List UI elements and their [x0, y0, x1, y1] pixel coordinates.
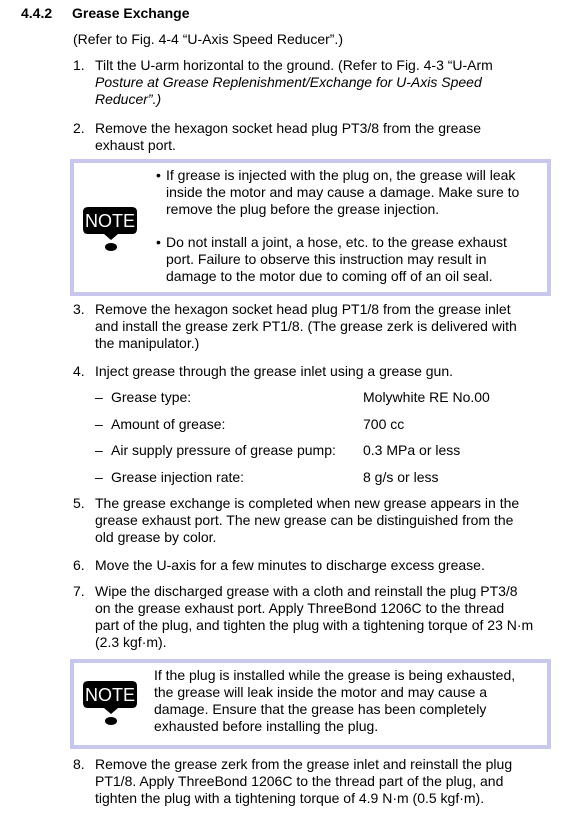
note-icon-label: NOTE [84, 211, 136, 231]
spec-label: Grease type: [111, 389, 192, 405]
spec-value: 8 g/s or less [363, 469, 439, 485]
spec-label: Amount of grease: [111, 416, 226, 432]
spec-row [95, 442, 555, 459]
spec-value: Molywhite RE No.00 [363, 389, 490, 405]
step-line: Wipe the discharged grease with a cloth and reinstall the plug PT3/8 [95, 583, 518, 599]
step-number: 2. [73, 120, 85, 136]
note-line: damage to the motor due to coming off of an oil seal. [166, 268, 493, 284]
note-icon-label: NOTE [84, 685, 136, 705]
dash: – [95, 469, 103, 485]
step-text [95, 301, 558, 352]
section-number: 4.4.2 [21, 5, 53, 21]
dash: – [95, 442, 103, 458]
spec-value: 0.3 MPa or less [363, 442, 461, 458]
step-line: Posture at Grease Replenishment/Exchange for U-Axis Speed [95, 74, 482, 90]
note-line: exhausted before installing the plug. [154, 718, 379, 734]
note-line: damage. Ensure that the grease has been completely [154, 701, 487, 717]
step-line: PT1/8. Apply ThreeBond 1206C to the thread part of the plug, and [95, 773, 504, 789]
step-number: 7. [73, 583, 85, 599]
spec-value: 700 cc [363, 416, 405, 432]
step-line: (2.3 kgf·m). [95, 634, 167, 650]
step-text [95, 363, 558, 380]
spec-label: Grease injection rate: [111, 469, 245, 485]
note-box [70, 159, 551, 296]
spec-label: Air supply pressure of grease pump: [111, 442, 336, 458]
step-line: exhaust port. [95, 137, 176, 153]
note-line: remove the plug before the grease injection. [166, 201, 440, 217]
step-line: Remove the grease zerk from the grease inlet and reinstall the plug [95, 756, 513, 772]
step-line: old grease by color. [95, 529, 217, 545]
dash: – [95, 416, 103, 432]
step-line: Inject grease through the grease inlet using a grease gun. [95, 363, 454, 379]
note-line: inside the motor and may cause a damage. Make sure to [166, 184, 520, 200]
note-line: Do not install a joint, a hose, etc. to the grease exhaust [166, 234, 507, 250]
bullet-text [166, 234, 541, 285]
step-text [95, 583, 558, 651]
spec-row [95, 389, 555, 406]
step-number: 4. [73, 363, 85, 379]
step-line: Reducer”.) [95, 91, 162, 107]
note-icon [82, 203, 140, 253]
figure-reference: (Refer to Fig. 4-4 “U-Axis Speed Reducer”.) [73, 31, 343, 47]
note-box [70, 659, 551, 749]
step-line: Remove the hexagon socket head plug PT3/8 from the grease [95, 120, 482, 136]
step-text [95, 756, 558, 807]
step-text [95, 120, 558, 154]
step-text [95, 57, 558, 108]
step-line: the manipulator.) [95, 335, 200, 351]
note-line: If the plug is installed while the grease is being exhausted, [154, 667, 516, 683]
step-line: tighten the plug with a tightening torque of 4.9 N·m (0.5 kgf·m). [95, 790, 485, 806]
dash: – [95, 389, 103, 405]
step-line: The grease exchange is completed when new grease appears in the [95, 495, 520, 511]
step-line: part of the plug, and tighten the plug with a tightening torque of 23 N·m [95, 617, 534, 633]
step-text [95, 495, 558, 546]
section-title: Grease Exchange [72, 5, 190, 21]
step-number: 1. [73, 57, 85, 73]
step-text [95, 557, 558, 574]
step-line: Tilt the U-arm horizontal to the ground. (Refer to Fig. 4-3 “U-Arm [95, 57, 493, 73]
bullet: • [156, 167, 161, 183]
note-text [154, 667, 541, 735]
step-line: Remove the hexagon socket head plug PT1/8 from the grease inlet [95, 301, 511, 317]
section-heading [21, 5, 190, 22]
note-line: port. Failure to observe this instruction may result in [166, 251, 487, 267]
spec-row [95, 469, 555, 486]
step-line: Move the U-axis for a few minutes to discharge excess grease. [95, 557, 485, 573]
step-number: 8. [73, 756, 85, 772]
note-line: If grease is injected with the plug on, the grease will leak [166, 167, 516, 183]
step-line: and install the grease zerk PT1/8. (The grease zerk is delivered with [95, 318, 517, 334]
spec-row [95, 416, 555, 433]
step-number: 6. [73, 557, 85, 573]
step-number: 5. [73, 495, 85, 511]
note-line: the grease will leak inside the motor and may cause a [154, 684, 488, 700]
note-icon [82, 677, 140, 727]
bullet-text [166, 167, 541, 218]
bullet: • [156, 234, 161, 250]
step-number: 3. [73, 301, 85, 317]
step-line: on the grease exhaust port. Apply ThreeBond 1206C to the thread [95, 600, 505, 616]
step-line: grease exhaust port. The new grease can be distinguished from the [95, 512, 514, 528]
